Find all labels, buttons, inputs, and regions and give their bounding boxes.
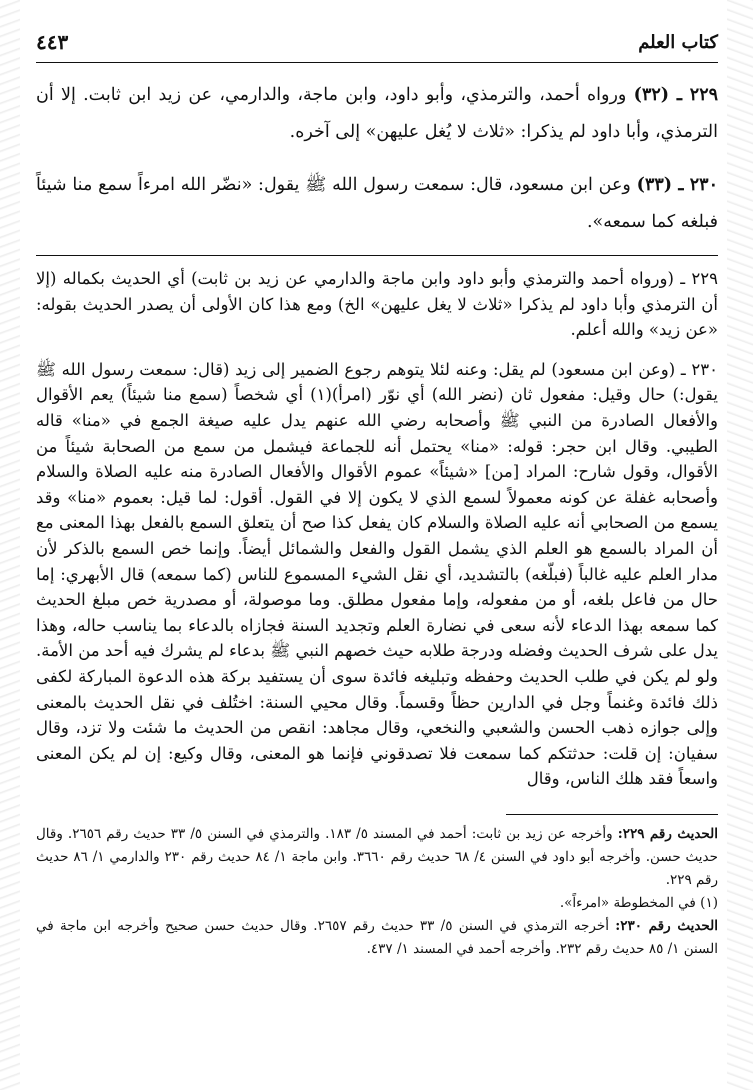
footnote-label: الحديث رقم ٢٣٠: — [615, 917, 718, 934]
page-edge-right — [727, 0, 753, 1090]
commentary-229 — [36, 266, 718, 343]
page-number: ٤٤٣ — [36, 30, 69, 54]
hadith-text: وعن ابن مسعود، قال: سمعت رسول الله ﷺ يقول: «نضّر الله امرءاً سمع منا شيئاً فبلغه كما سمعه». — [36, 175, 718, 232]
page-header — [36, 28, 718, 63]
page-edge-left — [0, 0, 20, 1090]
footnote-1 — [36, 892, 718, 915]
chapter-title: كتاب العلم — [638, 32, 718, 53]
footnote-rule — [506, 814, 718, 815]
footnote-text: وأخرجه عن زيد بن ثابت: أحمد في المسند ٥/ ١٨٣. والترمذي في السنن ٥/ ٣٣ حديث رقم ٢٦٥٦. وقال حديث حسن. وأخرجه أبو داود في السنن ٤/ ٦٨ حديث رقم ٣٦٦٠. وابن ماجة ١/ ٨٤ حديث رقم ٢٣٠ والدارمي ١/ ٨٦ حديث رقم ٢٢٩. — [36, 825, 718, 888]
commentary-text: (وعن ابن مسعود) لم يقل: وعنه لئلا يتوهم رجوع الضمير إلى زيد (قال: سمعت رسول الله ﷺ يقول:) حال وقيل: مفعول ثان (نضر الله) أي نوّر (امرأ)(١) أي شخصاً (سمع منا شيئاً) يعم الأقوال والأفعال الصادرة من النبي ﷺ وأصحابه رضي الله عنهم يدل عليه صيغة الجمع في «منا» قاله الطيبي. وقال ابن حجر: قوله: «منا» يحتمل أنه للجماعة فيشمل من سمع من الصحابة شيئاً من الأقوال، وقول شارح: المراد [من] «شيئاً» عموم الأقوال والأفعال الصادرة منه عليه الصلاة والسلام وأصحابه غفلة عن كونه معمولاً لسمع الذي لا يكون إلا في القول. أقول: لما قيل: بعموم «منا» وقد يسمع من الصحابي أنه عليه الصلاة والسلام كان يفعل كذا صح أن يتعلق السمع بالفعل بهذا المعنى مع أن المراد بالسمع هو العلم الذي يشمل القول والفعل والشمائل أيضاً. وإنما خص السمع بالذكر لأن مدار العلم عليه غالباً (فبلّغه) بالتشديد، أي نقل الشيء المسموع للناس (كما سمعه) قال الأبهري: إما حال من فاعل بلغه، أو من مفعوله، وإما مفعول مطلق. وما موصولة، أو مصدرية خص مبلغ الحديث كما سمعه بهذا الدعاء لأنه سعى في نضارة العلم وتجديد السنة فجازاه بالدعاء بما يناسب حاله، وهذا يدل على شرف الحديث وفضله ودرجة طلابه حيث خصهم النبي ﷺ بدعاء لم يشرك فيه أحد من الأمة. ولو لم يكن في طلب الحديث وحفظه وتبليغه فائدة سوى أن يستفيد بركة هذه الدعوة المباركة لكفى ذلك فائدة وغنماً وجل في الدارين حظاً وقسماً. وقال محيي السنة: اختُلف في نقل الحديث بالمعنى وإلى جوازه ذهب الحسن والشعبي والنخعي، وقال مجاهد: انقص من الحديث ما شئت ولا تزد، وقال سفيان: إن قلت: حدثتكم كما سمعت فلا تصدقوني فإنما هو المعنى، وقال وكيع: إن لم يكن المعنى واسعاً فقد هلك الناس، وقال — [36, 359, 718, 789]
book-page — [36, 28, 718, 961]
footnote-text: في المخطوطة «امرءاً». — [559, 894, 696, 911]
footnote-hadith-229 — [36, 823, 718, 892]
commentary-text: (ورواه أحمد والترمذي وأبو داود وابن ماجة والدارمي عن زيد بن ثابت) أي الحديث بكماله (إلا أن الترمذي وأبا داود لم يذكرا «ثلاث لا يغل عليهن» الخ) ومع هذا كان الأولى أن يصدر الحديث بقوله: «عن زيد» والله أعلم. — [36, 269, 718, 340]
hadith-number: ٢٢٩ ـ (٣٢) — [633, 85, 718, 105]
footnote-label: (١) — [700, 894, 718, 911]
hadith-230 — [36, 167, 718, 241]
footnote-hadith-230 — [36, 915, 718, 961]
footnote-label: الحديث رقم ٢٢٩: — [617, 825, 718, 842]
commentary-number: ٢٣٠ ـ — [680, 359, 719, 379]
commentary-number: ٢٢٩ ـ — [680, 269, 718, 288]
footnote-text: أخرجه الترمذي في السنن ٥/ ٣٣ حديث رقم ٢٦٥٧. وقال حديث حسن صحيح وأخرجه ابن ماجة في السنن ١/ ٨٥ حديث رقم ٢٣٢. وأخرجه أحمد في المسند ١/ ٤٣٧. — [36, 917, 718, 957]
commentary-230 — [36, 357, 718, 792]
hadith-text: ورواه أحمد، والترمذي، وأبو داود، وابن ماجة، والدارمي، عن زيد ابن ثابت. إلا أن الترمذي، وأبا داود لم يذكرا: «ثلاث لا يُغل عليهن» إلى آخره. — [36, 85, 718, 142]
section-divider — [36, 255, 718, 256]
hadith-229 — [36, 77, 718, 151]
hadith-number: ٢٣٠ ـ (٣٣) — [636, 175, 718, 195]
